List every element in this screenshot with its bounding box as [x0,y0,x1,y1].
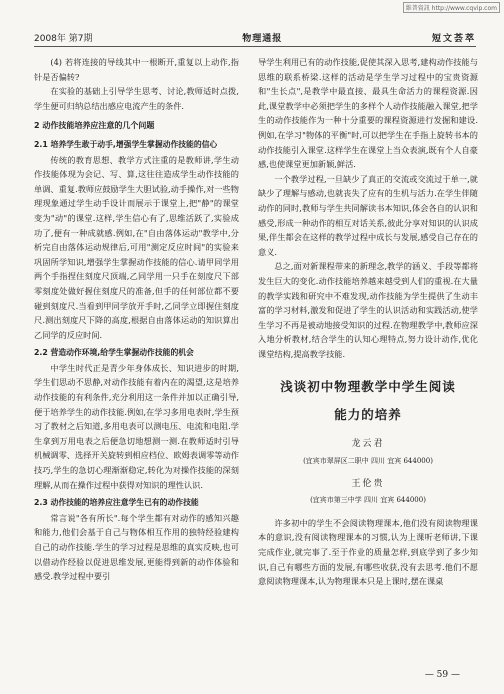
paragraph: 一个教学过程,一旦缺少了真正的交流或交流过于单一,就缺少了理解与感动,也就丧失了应有的生机与活力.在学生伴随动作的同时,教师与学生共同解读书本知识,体会各自的认识和感受,形成一种动作的相互对话关系,彼此分享对知识的认识成果,伴生都会在这样的教学过程中成长与发展,感受自己存在的意义. [258,173,478,257]
left-column [34,55,239,584]
author-affiliation: (宜宾市第三中学 四川 宜宾 644000) [310,496,426,505]
subsection-heading: 2.3 动作技能的培养应注意学生已有的动作技能 [34,498,199,508]
subsection-heading: 2.2 营造动作环境,给学生掌握动作技能的机会 [34,348,194,358]
paragraph: 中学生时代正是青少年身体成长、知识进步的时期,学生们思动不思静,对动作技能有着内在的渴望,这是培养动作技能的有利条件,充分利用这一条件并加以正确引导,便于培养学生的动作技能.例如,在学习多用电表时,学生预习了教材之后知道,多用电表可以测电压、电流和电阻.学生拿到万用电表之后便急切地想测一测.在教师适时引导机械调零、选择开关旋转到相应档位、欧姆表调零等动作技巧,学生的急切心理渐渐稳定,转化为对操作技能的深刻理解,从而在操作过程中获得对知识的理性认识. [34,362,239,490]
page-header [34,30,476,44]
right-column [258,55,478,589]
article-title [258,373,478,429]
title-line: 能力的培养 [334,407,402,423]
title-line: 浅谈初中物理教学中学生阅读 [280,379,456,395]
paragraph: 许多初中的学生不会阅读物理课本,他们没有阅读物理课本的意识,没有阅读物理课本的习惯,认为上课听老师讲,下课完成作业,就完事了.至于作业的质量怎样,到底学到了多少知识,自己有哪些方面的发展,有哪些收获,没有去思考.他们不愿意阅读物理课本,认为物理课本只是上课时,摆在课桌 [258,517,478,587]
issue-label: 2008年 第7期 [34,34,93,44]
paragraph: 总之,面对新课程带来的新理念,教学的涵义、手段等都将发生巨大的变化.动作技能培养越来越受到人们的重视.在大量的教学实践和研究中不难发现,动作技能为学生提供了生动丰富的学习材料,激发和促进了学生的认识活动和实践活动,使学生学习不再是被动地接受知识的过程.在物理教学中,教师应深入地分析教材,结合学生的认知心理特点,努力设计动作,优化课堂结构,提高教学技能. [258,261,478,359]
author-affiliation: (宜宾市翠屏区二职中 四川 宜宾 644000) [303,457,433,466]
paragraph: 传统的教育思想、教学方式注重的是教师讲,学生动作技能体现为会记、写、算,这往往造成学生动作技能的单调、重复.教师应鼓励学生大胆试验,动手操作,对一些物理现象通过学生动手设计而展示于课堂上,把"静"的课堂变为"动"的课堂.这样,学生信心有了,思维活跃了,实验成功了,便有一种成就感.例如,在"自由落体运动"教学中,分析完自由落体运动规律后,可用"测定反应时间"的实验来巩固所学知识,增强学生掌握动作技能的信心.请甲同学用两个手指捏住刻度尺顶端,乙同学用一只手在刻度尺下部零刻度处做好握住刻度尺的准备,但手的任何部位都不要碰到刻度尺.当看到甲同学放开手时,乙同学立即握住刻度尺.测出刻度尺下降的高度,根据自由落体运动的知识算出乙同学的反应时间. [34,154,239,340]
header-rule [34,46,476,47]
paragraph: (4) 若将连接的导线其中一根断开,重复以上动作,指针是否偏转? [34,57,239,82]
watermark-stamp: 維普資訊 http://www.cqvip.com [403,2,500,13]
paragraph: 导学生利用已有的动作技能,促使其深入思考,建构动作技能与思维的联系桥梁.这样的活动是学生学习过程中的宝贵资源和"生长点",是教学中最直接、最具生命活力的课程资源.因此,课堂教学中必须把学生的多样个人动作技能融入课堂,把学生的动作技能作为一种十分重要的课程资源进行发掘和建设.例如,在学习"物体的平衡"时,可以把学生在手指上旋转书本的动作技能引入课堂.这样学生在课堂上当众表演,既有个人自豪感,也使课堂更加新颖,鲜活. [258,57,478,170]
page-number: — 59 — [424,670,460,680]
journal-name: 物理通报 [242,34,283,44]
subsection-heading: 2.1 培养学生敢于动手,增强学生掌握动作技能的信心 [34,139,218,149]
author-name: 龙云君 [351,439,385,450]
author-name: 王伦贵 [351,478,385,489]
paragraph: 常言说"各有所长".每个学生都有对动作的感知兴趣和能力,他们会基于自己与物体相互作用的独特经验建构自己的动作技能.学生的学习过程是思维的真实反映,也可以借动作经验以促进思维发展,更能得到新的动作体验和感受.教学过程中要引 [34,512,239,582]
paragraph: 在实验的基础上引导学生思考、讨论,教师适时点拨,学生便可归纳总结出感应电流产生的条件. [34,86,239,111]
section-heading: 2 动作技能培养应注意的几个问题 [34,121,155,131]
column-name: 短文荟萃 [431,34,476,44]
